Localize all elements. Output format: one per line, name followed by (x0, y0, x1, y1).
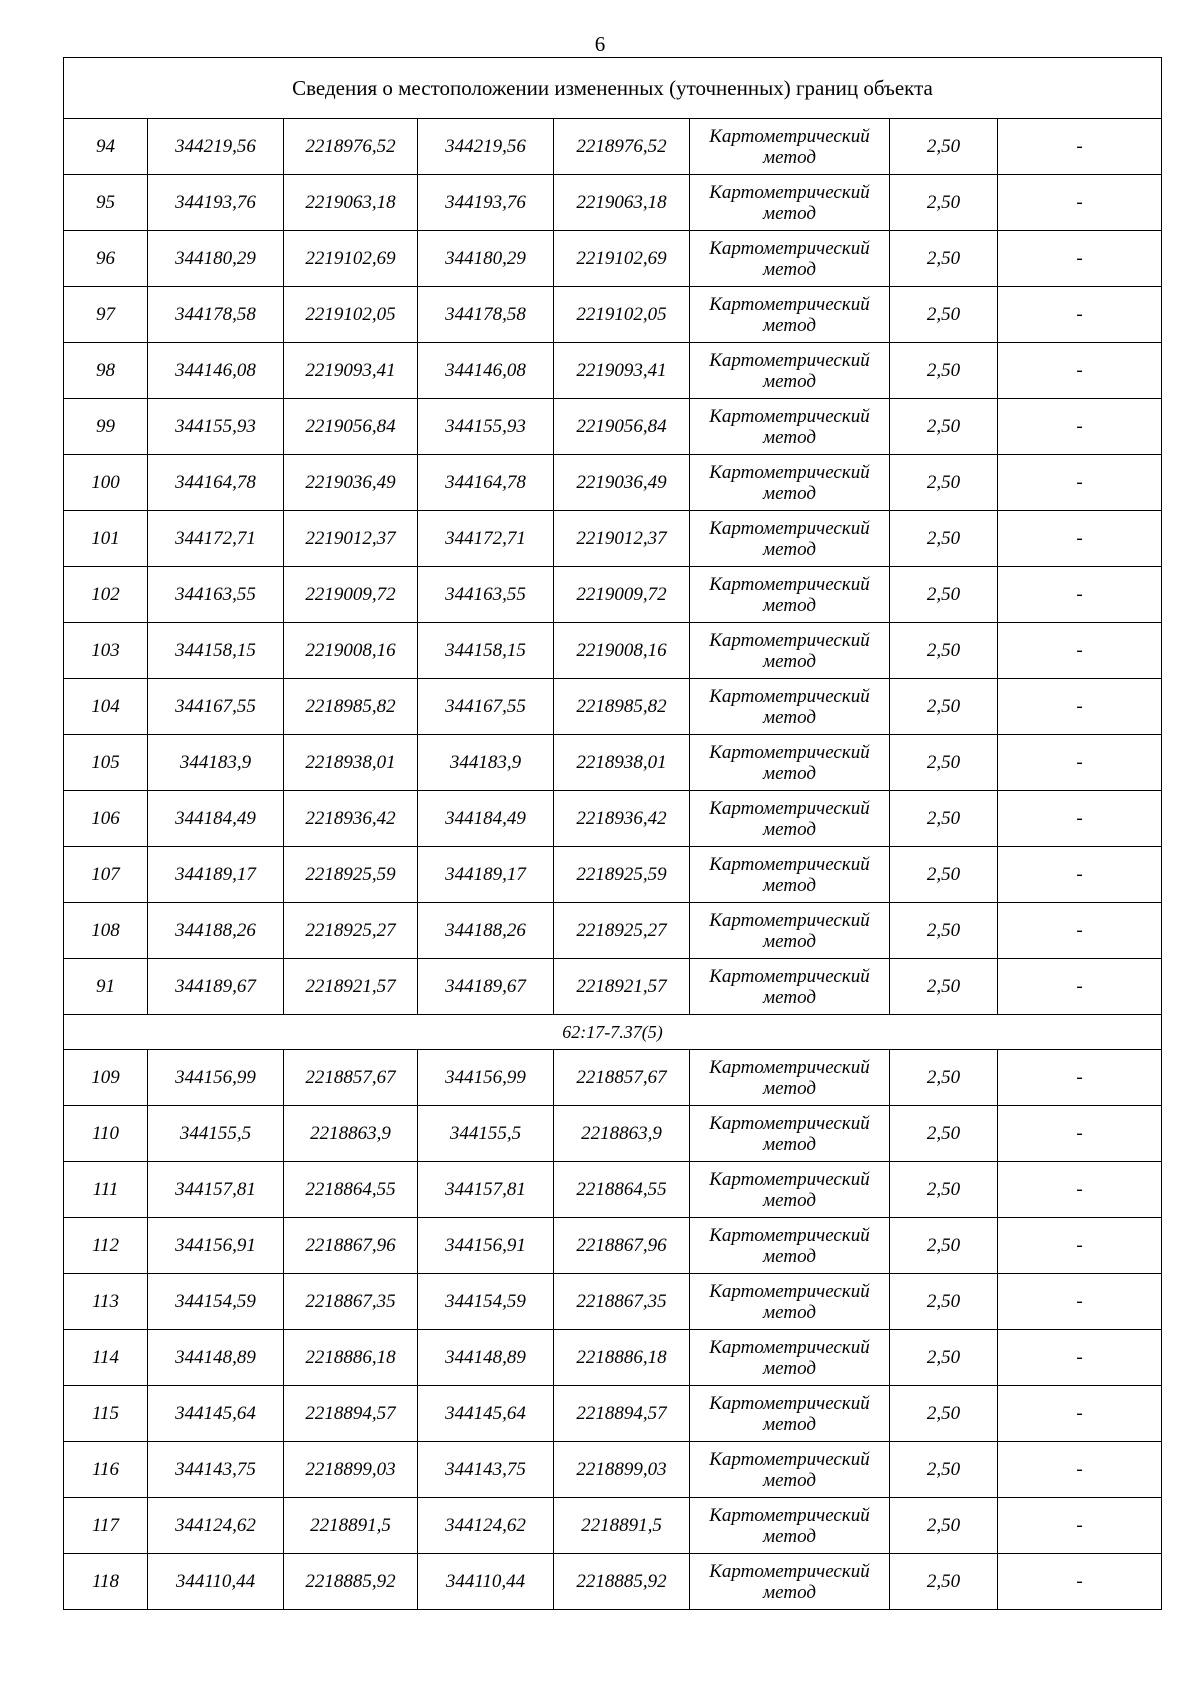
refined-x: 344188,26 (418, 903, 554, 959)
existing-y: 2218938,01 (284, 735, 418, 791)
existing-x: 344219,56 (148, 119, 284, 175)
existing-x: 344178,58 (148, 287, 284, 343)
table-row (64, 1330, 1162, 1386)
method-cell (690, 231, 890, 287)
refined-y: 2218899,03 (554, 1442, 690, 1498)
description-cell: - (998, 1386, 1162, 1442)
description-cell: - (998, 1442, 1162, 1498)
refined-x: 344184,49 (418, 791, 554, 847)
description-cell: - (998, 1498, 1162, 1554)
accuracy-cell: 2,50 (890, 343, 998, 399)
existing-y: 2219008,16 (284, 623, 418, 679)
refined-y: 2218891,5 (554, 1498, 690, 1554)
method-cell (690, 1274, 890, 1330)
method-line-1: Картометрический (709, 181, 870, 203)
existing-x: 344163,55 (148, 567, 284, 623)
refined-x: 344178,58 (418, 287, 554, 343)
existing-x: 344188,26 (148, 903, 284, 959)
method-line-1: Картометрический (709, 517, 870, 539)
existing-x: 344183,9 (148, 735, 284, 791)
existing-y: 2219009,72 (284, 567, 418, 623)
point-number: 106 (64, 791, 148, 847)
method-line-1: Картометрический (709, 1112, 870, 1134)
table-row (64, 1106, 1162, 1162)
refined-y: 2218985,82 (554, 679, 690, 735)
refined-y: 2219012,37 (554, 511, 690, 567)
table-row (64, 623, 1162, 679)
method-line-1: Картометрический (709, 1504, 870, 1526)
description-cell: - (998, 119, 1162, 175)
table-row (64, 791, 1162, 847)
existing-y: 2219036,49 (284, 455, 418, 511)
method-cell (690, 119, 890, 175)
method-line-2: метод (763, 986, 816, 1008)
method-line-1: Картометрический (709, 1560, 870, 1582)
accuracy-cell: 2,50 (890, 959, 998, 1015)
table-row (64, 1218, 1162, 1274)
existing-y: 2218894,57 (284, 1386, 418, 1442)
method-cell (690, 1218, 890, 1274)
method-line-2: метод (763, 594, 816, 616)
method-line-1: Картометрический (709, 349, 870, 371)
refined-x: 344155,5 (418, 1106, 554, 1162)
point-number: 96 (64, 231, 148, 287)
method-line-1: Картометрический (709, 125, 870, 147)
method-line-2: метод (763, 146, 816, 168)
method-line-1: Картометрический (709, 1224, 870, 1246)
refined-y: 2218936,42 (554, 791, 690, 847)
refined-y: 2219063,18 (554, 175, 690, 231)
method-line-2: метод (763, 706, 816, 728)
table-row (64, 175, 1162, 231)
page-number: 6 (594, 32, 606, 56)
method-cell (690, 511, 890, 567)
refined-x: 344167,55 (418, 679, 554, 735)
refined-y: 2218925,27 (554, 903, 690, 959)
description-cell: - (998, 399, 1162, 455)
table-row (64, 399, 1162, 455)
existing-y: 2219093,41 (284, 343, 418, 399)
existing-x: 344154,59 (148, 1274, 284, 1330)
method-line-1: Картометрический (709, 573, 870, 595)
point-number: 115 (64, 1386, 148, 1442)
existing-y: 2218899,03 (284, 1442, 418, 1498)
method-cell (690, 1554, 890, 1610)
description-cell: - (998, 903, 1162, 959)
refined-y: 2218976,52 (554, 119, 690, 175)
method-line-1: Картометрический (709, 1280, 870, 1302)
refined-y: 2218864,55 (554, 1162, 690, 1218)
description-cell: - (998, 1218, 1162, 1274)
method-line-2: метод (763, 482, 816, 504)
method-line-2: метод (763, 258, 816, 280)
point-number: 100 (64, 455, 148, 511)
method-line-1: Картометрический (709, 1056, 870, 1078)
existing-y: 2218891,5 (284, 1498, 418, 1554)
description-cell: - (998, 735, 1162, 791)
existing-x: 344148,89 (148, 1330, 284, 1386)
accuracy-cell: 2,50 (890, 1106, 998, 1162)
description-cell: - (998, 511, 1162, 567)
existing-y: 2218925,27 (284, 903, 418, 959)
description-cell: - (998, 679, 1162, 735)
method-line-1: Картометрический (709, 1392, 870, 1414)
point-number: 110 (64, 1106, 148, 1162)
method-cell (690, 399, 890, 455)
accuracy-cell: 2,50 (890, 1498, 998, 1554)
existing-y: 2219012,37 (284, 511, 418, 567)
table-row (64, 903, 1162, 959)
method-line-2: метод (763, 426, 816, 448)
method-line-2: метод (763, 1301, 816, 1323)
accuracy-cell: 2,50 (890, 1386, 998, 1442)
table-row (64, 1442, 1162, 1498)
method-cell (690, 959, 890, 1015)
point-number: 118 (64, 1554, 148, 1610)
method-line-1: Картометрический (709, 797, 870, 819)
refined-y: 2218894,57 (554, 1386, 690, 1442)
existing-y: 2218886,18 (284, 1330, 418, 1386)
description-cell: - (998, 567, 1162, 623)
method-line-1: Картометрический (709, 853, 870, 875)
method-line-2: метод (763, 818, 816, 840)
existing-y: 2218976,52 (284, 119, 418, 175)
refined-y: 2219009,72 (554, 567, 690, 623)
method-line-2: метод (763, 1133, 816, 1155)
description-cell: - (998, 1554, 1162, 1610)
existing-y: 2219102,69 (284, 231, 418, 287)
existing-x: 344157,81 (148, 1162, 284, 1218)
description-cell: - (998, 791, 1162, 847)
accuracy-cell: 2,50 (890, 287, 998, 343)
accuracy-cell: 2,50 (890, 399, 998, 455)
accuracy-cell: 2,50 (890, 1442, 998, 1498)
table-row (64, 1554, 1162, 1610)
table-title: Сведения о местоположении измененных (уточненных) границ объекта (64, 58, 1162, 119)
table-row (64, 119, 1162, 175)
refined-x: 344180,29 (418, 231, 554, 287)
point-number: 109 (64, 1050, 148, 1106)
accuracy-cell: 2,50 (890, 567, 998, 623)
refined-x: 344148,89 (418, 1330, 554, 1386)
table-row (64, 735, 1162, 791)
accuracy-cell: 2,50 (890, 119, 998, 175)
accuracy-cell: 2,50 (890, 1274, 998, 1330)
refined-x: 344193,76 (418, 175, 554, 231)
point-number: 117 (64, 1498, 148, 1554)
existing-x: 344156,99 (148, 1050, 284, 1106)
accuracy-cell: 2,50 (890, 791, 998, 847)
table-row (64, 1162, 1162, 1218)
existing-y: 2218867,35 (284, 1274, 418, 1330)
method-line-2: метод (763, 1525, 816, 1547)
existing-y: 2218936,42 (284, 791, 418, 847)
refined-x: 344157,81 (418, 1162, 554, 1218)
existing-y: 2218985,82 (284, 679, 418, 735)
description-cell: - (998, 1162, 1162, 1218)
method-line-2: метод (763, 930, 816, 952)
refined-x: 344189,17 (418, 847, 554, 903)
description-cell: - (998, 1106, 1162, 1162)
point-number: 102 (64, 567, 148, 623)
method-line-1: Картометрический (709, 405, 870, 427)
table-row (64, 1274, 1162, 1330)
existing-x: 344156,91 (148, 1218, 284, 1274)
method-line-2: метод (763, 1413, 816, 1435)
point-number: 97 (64, 287, 148, 343)
refined-y: 2219036,49 (554, 455, 690, 511)
method-cell (690, 455, 890, 511)
method-cell (690, 1386, 890, 1442)
existing-y: 2219063,18 (284, 175, 418, 231)
point-number: 99 (64, 399, 148, 455)
description-cell: - (998, 287, 1162, 343)
point-number: 113 (64, 1274, 148, 1330)
method-cell (690, 1162, 890, 1218)
refined-y: 2218886,18 (554, 1330, 690, 1386)
existing-y: 2218925,59 (284, 847, 418, 903)
existing-x: 344164,78 (148, 455, 284, 511)
point-number: 95 (64, 175, 148, 231)
refined-x: 344163,55 (418, 567, 554, 623)
point-number: 114 (64, 1330, 148, 1386)
existing-y: 2219102,05 (284, 287, 418, 343)
table-title-row (64, 58, 1162, 119)
existing-y: 2218864,55 (284, 1162, 418, 1218)
refined-x: 344189,67 (418, 959, 554, 1015)
point-number: 101 (64, 511, 148, 567)
boundary-coordinates-table (63, 57, 1162, 1610)
table-row (64, 847, 1162, 903)
refined-x: 344158,15 (418, 623, 554, 679)
existing-y: 2218863,9 (284, 1106, 418, 1162)
table-row (64, 287, 1162, 343)
method-cell (690, 567, 890, 623)
refined-x: 344124,62 (418, 1498, 554, 1554)
refined-x: 344143,75 (418, 1442, 554, 1498)
existing-y: 2219056,84 (284, 399, 418, 455)
method-line-2: метод (763, 1581, 816, 1603)
existing-y: 2218857,67 (284, 1050, 418, 1106)
method-cell (690, 1498, 890, 1554)
method-line-1: Картометрический (709, 685, 870, 707)
method-line-1: Картометрический (709, 1168, 870, 1190)
description-cell: - (998, 1050, 1162, 1106)
existing-y: 2218867,96 (284, 1218, 418, 1274)
method-line-2: метод (763, 1357, 816, 1379)
method-line-2: метод (763, 202, 816, 224)
existing-x: 344189,67 (148, 959, 284, 1015)
method-cell (690, 735, 890, 791)
refined-x: 344172,71 (418, 511, 554, 567)
method-line-1: Картометрический (709, 965, 870, 987)
existing-x: 344110,44 (148, 1554, 284, 1610)
method-cell (690, 1050, 890, 1106)
refined-x: 344183,9 (418, 735, 554, 791)
method-line-1: Картометрический (709, 909, 870, 931)
method-line-2: метод (763, 314, 816, 336)
point-number: 112 (64, 1218, 148, 1274)
table-row (64, 1386, 1162, 1442)
refined-y: 2219093,41 (554, 343, 690, 399)
description-cell: - (998, 959, 1162, 1015)
existing-x: 344172,71 (148, 511, 284, 567)
table-row (64, 1050, 1162, 1106)
existing-x: 344143,75 (148, 1442, 284, 1498)
table-row (64, 959, 1162, 1015)
table-row (64, 679, 1162, 735)
point-number: 107 (64, 847, 148, 903)
table-row (64, 567, 1162, 623)
method-cell (690, 1442, 890, 1498)
method-line-1: Картометрический (709, 1336, 870, 1358)
method-cell (690, 1330, 890, 1386)
accuracy-cell: 2,50 (890, 735, 998, 791)
method-line-2: метод (763, 874, 816, 896)
existing-y: 2218921,57 (284, 959, 418, 1015)
table-row (64, 343, 1162, 399)
existing-x: 344167,55 (148, 679, 284, 735)
method-cell (690, 175, 890, 231)
refined-x: 344219,56 (418, 119, 554, 175)
description-cell: - (998, 175, 1162, 231)
method-cell (690, 903, 890, 959)
existing-x: 344124,62 (148, 1498, 284, 1554)
method-cell (690, 791, 890, 847)
refined-x: 344155,93 (418, 399, 554, 455)
accuracy-cell: 2,50 (890, 1330, 998, 1386)
refined-y: 2218857,67 (554, 1050, 690, 1106)
method-line-2: метод (763, 1245, 816, 1267)
refined-y: 2218867,96 (554, 1218, 690, 1274)
method-line-1: Картометрический (709, 629, 870, 651)
accuracy-cell: 2,50 (890, 511, 998, 567)
accuracy-cell: 2,50 (890, 455, 998, 511)
refined-y: 2219056,84 (554, 399, 690, 455)
method-line-1: Картометрический (709, 1448, 870, 1470)
refined-y: 2219102,69 (554, 231, 690, 287)
description-cell: - (998, 847, 1162, 903)
existing-x: 344193,76 (148, 175, 284, 231)
method-line-2: метод (763, 370, 816, 392)
method-cell (690, 623, 890, 679)
description-cell: - (998, 623, 1162, 679)
table-row (64, 455, 1162, 511)
refined-x: 344146,08 (418, 343, 554, 399)
table-row (64, 511, 1162, 567)
accuracy-cell: 2,50 (890, 903, 998, 959)
method-line-2: метод (763, 650, 816, 672)
refined-y: 2218885,92 (554, 1554, 690, 1610)
point-number: 98 (64, 343, 148, 399)
accuracy-cell: 2,50 (890, 679, 998, 735)
existing-x: 344189,17 (148, 847, 284, 903)
existing-x: 344180,29 (148, 231, 284, 287)
refined-y: 2218921,57 (554, 959, 690, 1015)
method-cell (690, 343, 890, 399)
point-number: 104 (64, 679, 148, 735)
existing-x: 344155,93 (148, 399, 284, 455)
method-line-1: Картометрический (709, 293, 870, 315)
refined-y: 2218925,59 (554, 847, 690, 903)
existing-x: 344155,5 (148, 1106, 284, 1162)
description-cell: - (998, 455, 1162, 511)
refined-x: 344154,59 (418, 1274, 554, 1330)
description-cell: - (998, 1330, 1162, 1386)
section-header-row (64, 1015, 1162, 1050)
accuracy-cell: 2,50 (890, 623, 998, 679)
point-number: 111 (64, 1162, 148, 1218)
table-row (64, 231, 1162, 287)
point-number: 105 (64, 735, 148, 791)
point-number: 91 (64, 959, 148, 1015)
method-line-1: Картометрический (709, 461, 870, 483)
accuracy-cell: 2,50 (890, 175, 998, 231)
description-cell: - (998, 343, 1162, 399)
method-cell (690, 679, 890, 735)
existing-x: 344158,15 (148, 623, 284, 679)
refined-y: 2218863,9 (554, 1106, 690, 1162)
method-cell (690, 287, 890, 343)
refined-x: 344156,99 (418, 1050, 554, 1106)
method-line-2: метод (763, 1469, 816, 1491)
method-line-2: метод (763, 762, 816, 784)
accuracy-cell: 2,50 (890, 1050, 998, 1106)
table-row (64, 1498, 1162, 1554)
point-number: 94 (64, 119, 148, 175)
existing-y: 2218885,92 (284, 1554, 418, 1610)
method-cell (690, 1106, 890, 1162)
method-line-1: Картометрический (709, 237, 870, 259)
description-cell: - (998, 1274, 1162, 1330)
point-number: 108 (64, 903, 148, 959)
section-label: 62:17-7.37(5) (64, 1015, 1162, 1050)
point-number: 103 (64, 623, 148, 679)
method-line-2: метод (763, 538, 816, 560)
method-line-2: метод (763, 1189, 816, 1211)
accuracy-cell: 2,50 (890, 1162, 998, 1218)
refined-y: 2219008,16 (554, 623, 690, 679)
description-cell: - (998, 231, 1162, 287)
method-cell (690, 847, 890, 903)
refined-y: 2218867,35 (554, 1274, 690, 1330)
accuracy-cell: 2,50 (890, 847, 998, 903)
accuracy-cell: 2,50 (890, 1554, 998, 1610)
existing-x: 344145,64 (148, 1386, 284, 1442)
method-line-2: метод (763, 1077, 816, 1099)
accuracy-cell: 2,50 (890, 231, 998, 287)
refined-x: 344110,44 (418, 1554, 554, 1610)
accuracy-cell: 2,50 (890, 1218, 998, 1274)
refined-y: 2219102,05 (554, 287, 690, 343)
point-number: 116 (64, 1442, 148, 1498)
refined-x: 344156,91 (418, 1218, 554, 1274)
existing-x: 344146,08 (148, 343, 284, 399)
refined-y: 2218938,01 (554, 735, 690, 791)
refined-x: 344164,78 (418, 455, 554, 511)
refined-x: 344145,64 (418, 1386, 554, 1442)
method-line-1: Картометрический (709, 741, 870, 763)
existing-x: 344184,49 (148, 791, 284, 847)
